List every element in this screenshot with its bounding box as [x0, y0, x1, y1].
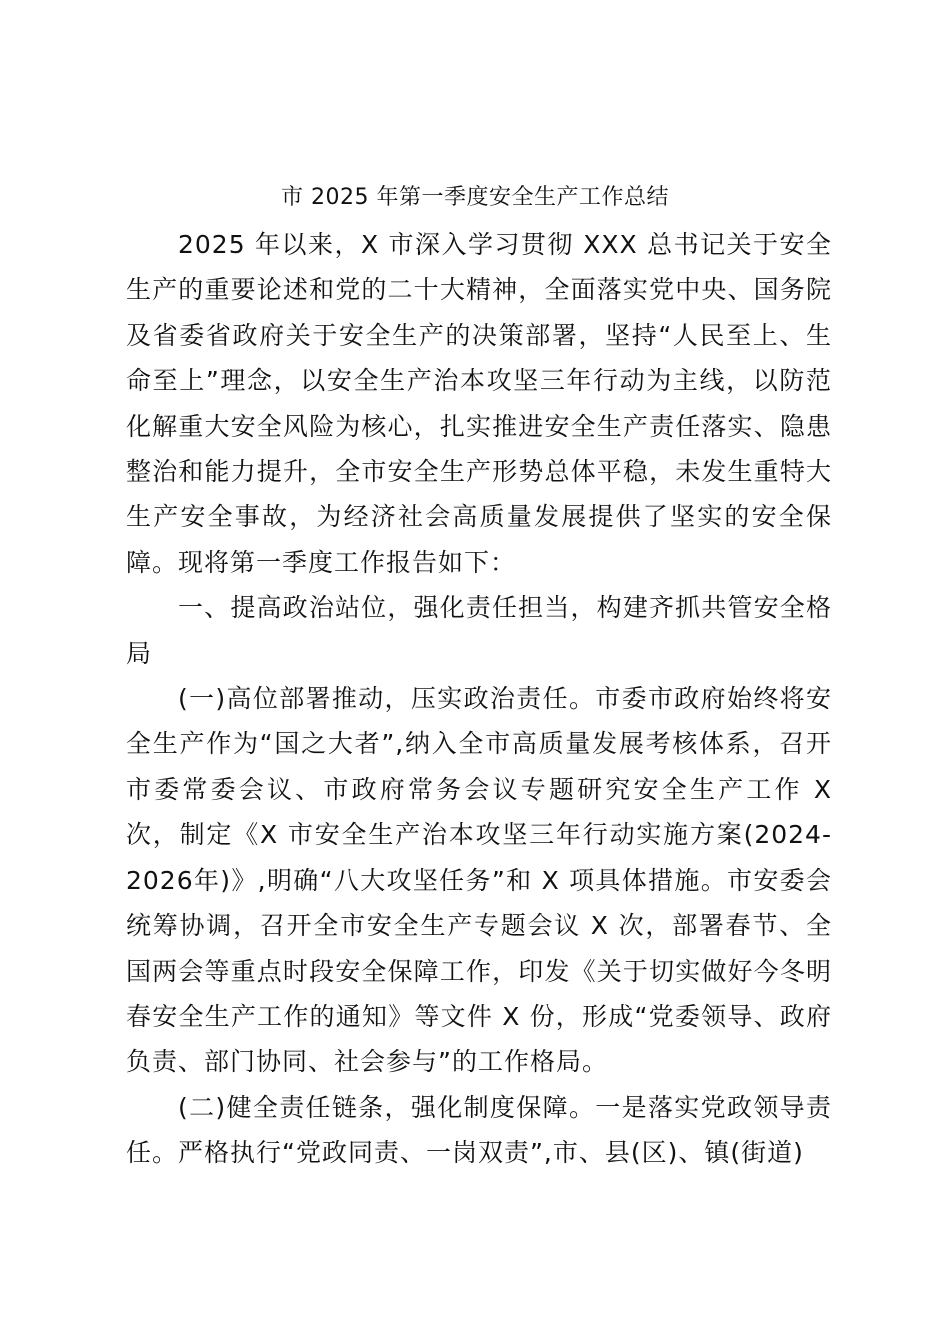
- section-heading-1: 一、提高政治站位，强化责任担当，构建齐抓共管安全格局: [126, 593, 832, 668]
- subsection-paragraph-1: (一)高位部署推动，压实政治责任。市委市政府始终将安全生产作为“国之大者”,纳入全市高质量发展考核体系，召开市委常委会议、市政府常务会议专题研究安全生产工作 X 次，制定《X 市安全生产治本攻坚三年行动实施方案(2024-2026年)》,明确“八大攻坚任务”和 X 项具体措施。市安委会统筹协调，召开全市安全生产专题会议 X 次，部署春节、全国两会等重点时段安全保障工作，印发《关于切实做好今冬明春安全生产工作的通知》等文件 X 份，形成“党委领导、政府负责、部门协同、社会参与”的工作格局。: [126, 684, 832, 1077]
- document-body: [126, 222, 832, 1176]
- intro-paragraph: 2025 年以来，X 市深入学习贯彻 XXX 总书记关于安全生产的重要论述和党的二十大精神，全面落实党中央、国务院及省委省政府关于安全生产的决策部署，坚持“人民至上、生命至上”理念，以安全生产治本攻坚三年行动为主线，以防范化解重大安全风险为核心，扎实推进安全生产责任落实、隐患整治和能力提升，全市安全生产形势总体平稳，未发生重特大生产安全事故，为经济社会高质量发展提供了坚实的安全保障。现将第一季度工作报告如下：: [126, 230, 832, 577]
- document-title: 市 2025 年第一季度安全生产工作总结: [281, 185, 669, 210]
- subsection-paragraph-2: (二)健全责任链条，强化制度保障。一是落实党政领导责任。严格执行“党政同责、一岗双责”,市、县(区)、镇(街道): [126, 1092, 832, 1168]
